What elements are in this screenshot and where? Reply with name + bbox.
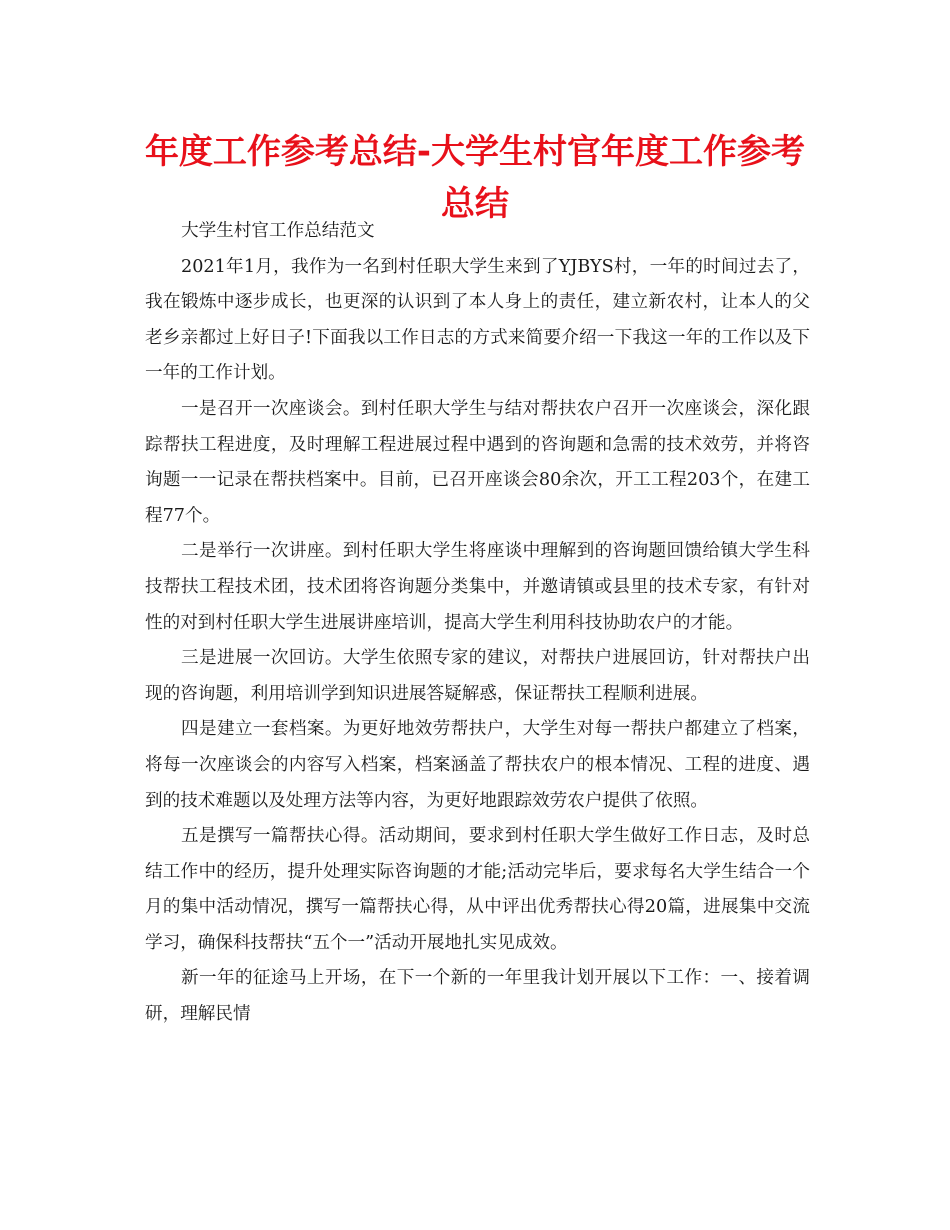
paragraph-lecture: 二是举行一次讲座。到村任职大学生将座谈中理解到的咨询题回馈给镇大学生科技帮扶工程技术团，技术团将咨询题分类集中，并邀请镇或县里的技术专家，有针对性的对到村任职大学生进展讲座培训，提高大学生利用科技协助农户的才能。	[145, 541, 810, 633]
paragraph-experience: 五是撰写一篇帮扶心得。活动期间，要求到村任职大学生做好工作日志，及时总结工作中的经历，提升处理实际咨询题的才能;活动完毕后，要求每名大学生结合一个月的集中活动情况，撰写一篇帮扶心得，从中评出优秀帮扶心得20篇，进展集中交流学习，确保科技帮扶“五个一”活动开展地扎实见成效。	[145, 826, 810, 953]
document-body	[145, 214, 810, 1033]
document-title: 年度工作参考总结-大学生村官年度工作参考总结	[144, 132, 806, 224]
subtitle-paragraph: 大学生村官工作总结范文	[181, 221, 375, 241]
paragraph-plan: 新一年的征途马上开场，在下一个新的一年里我计划开展以下工作：一、接着调研，理解民情	[145, 968, 810, 1025]
paragraph-forum: 一是召开一次座谈会。到村任职大学生与结对帮扶农户召开一次座谈会，深化跟踪帮扶工程进度，及时理解工程进展过程中遇到的咨询题和急需的技术效劳，并将咨询题一一记录在帮扶档案中。目前，已召开座谈会80余次，开工工程203个，在建工程77个。	[145, 398, 810, 526]
paragraph-return-visit: 三是进展一次回访。大学生依照专家的建议，对帮扶户进展回访，针对帮扶户出现的咨询题，利用培训学到知识进展答疑解惑，保证帮扶工程顺利进展。	[145, 648, 810, 704]
paragraph-archive: 四是建立一套档案。为更好地效劳帮扶户，大学生对每一帮扶户都建立了档案，将每一次座谈会的内容写入档案，档案涵盖了帮扶农户的根本情况、工程的进度、遇到的技术难题以及处理方法等内容，为更好地跟踪效劳农户提供了依照。	[145, 719, 810, 811]
intro-paragraph: 2021年1月，我作为一名到村任职大学生来到了YJBYS村，一年的时间过去了，我在锻炼中逐步成长，也更深的认识到了本人身上的责任，建立新农村，让本人的父老乡亲都过上好日子!下面我以工作日志的方式来简要介绍一下我这一年的工作以及下一年的工作计划。	[145, 256, 810, 384]
